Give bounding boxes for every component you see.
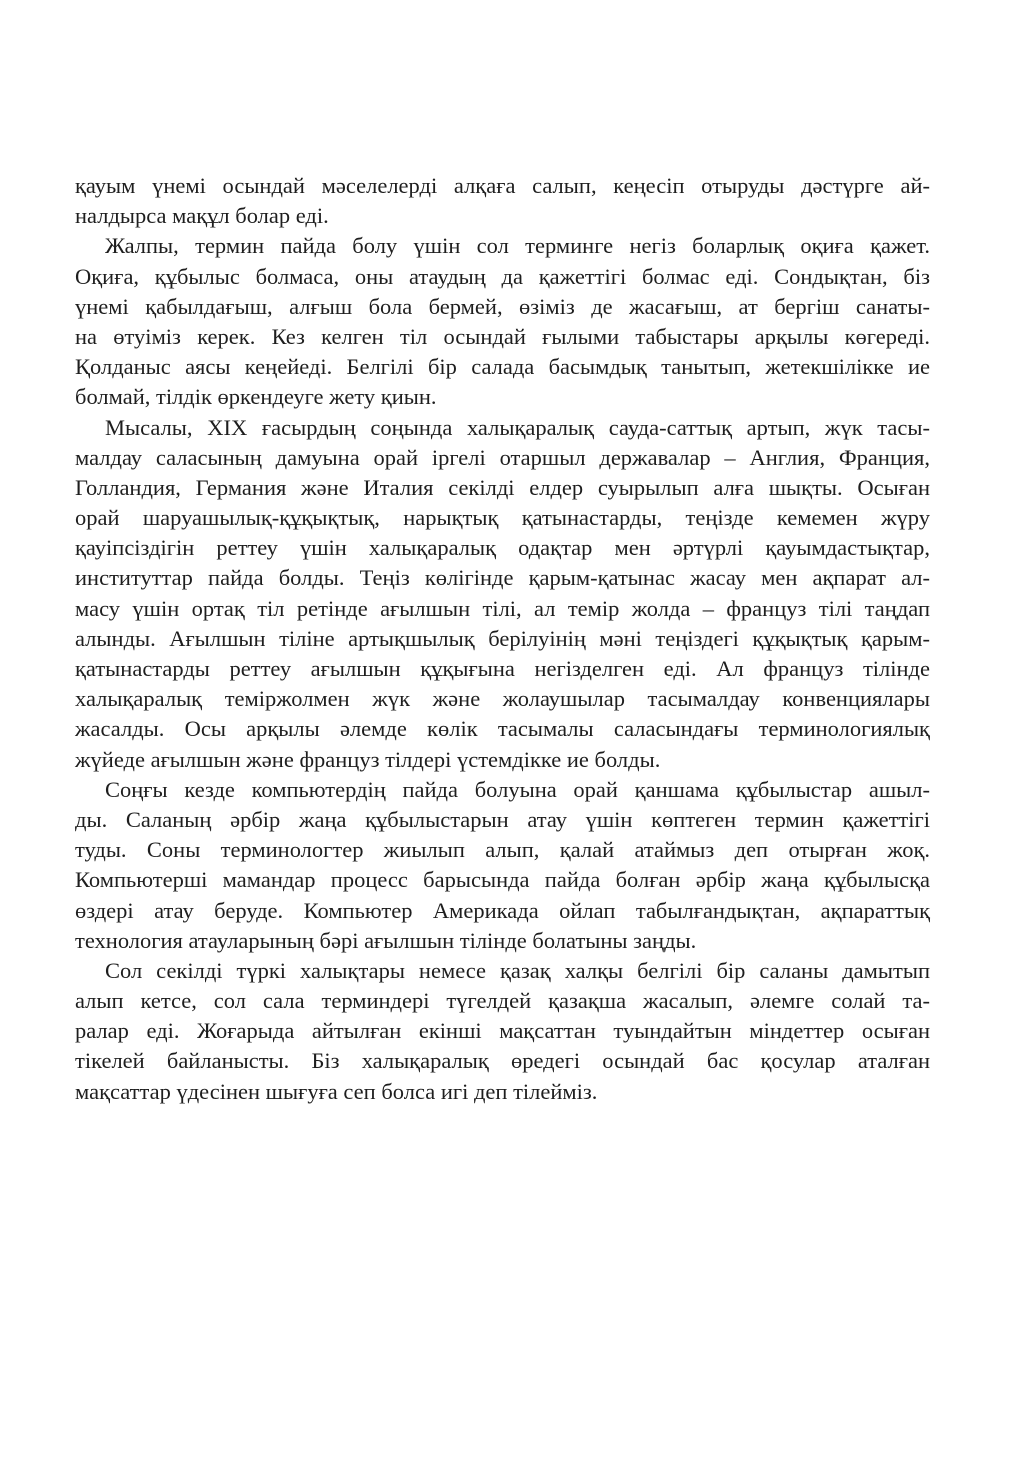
paragraph xyxy=(75,171,930,231)
text-line: туды. Соны терминологтер жиылып алып, қалай атаймыз деп отырған жоқ. xyxy=(75,837,930,863)
text-line: Соңғы кезде компьютердің пайда болуына орай қаншама құбылыстар ашыл- xyxy=(105,776,930,802)
text-line: Оқиға, құбылыс болмаса, оны атаудың да қажеттігі болмас еді. Сондықтан, біз xyxy=(75,263,930,289)
paragraph xyxy=(75,775,930,956)
text-line: халықаралық теміржолмен жүк және жолаушылар тасымалдау конвенциялары xyxy=(75,686,930,712)
text-line: Голландия, Германия және Италия секілді елдер суырылып алға шықты. Осыған xyxy=(75,474,930,500)
text-line: Сол секілді түркі халықтары немесе қазақ халқы белгілі бір саланы дамытып xyxy=(105,957,930,983)
text-line: өздері атау беруде. Компьютер Америкада ойлап табылғандықтан, ақпараттық xyxy=(75,897,930,923)
text-line: технология атауларының бәрі ағылшын тілінде болатыны заңды. xyxy=(75,927,697,953)
text-line: жасалды. Осы арқылы әлемде көлік тасымалы саласындағы терминологиялық xyxy=(75,716,930,742)
text-line: масу үшін ортақ тіл ретінде ағылшын тілі, ал темір жолда – француз тілі таңдап xyxy=(75,595,930,621)
body-text xyxy=(75,171,930,1107)
text-line: үнемі қабылдағыш, алғыш бола бермей, өзіміз де жасағыш, ат бергіш санаты- xyxy=(75,293,930,319)
text-line: қауіпсіздігін реттеу үшін халықаралық одақтар мен әртүрлі қауымдастықтар, xyxy=(75,535,930,561)
text-line: болмай, тілдік өркендеуге жету қиын. xyxy=(75,384,437,410)
text-line: малдау саласының дамуына орай іргелі отаршыл державалар – Англия, Франция, xyxy=(75,444,930,470)
text-line: орай шаруашылық-құқықтық, нарықтық қатынастарды, теңізде кемемен жүру xyxy=(75,505,930,531)
paragraph xyxy=(75,956,930,1107)
paragraph xyxy=(75,231,930,412)
text-line: тікелей байланысты. Біз халықаралық өредегі осындай бас қосулар аталған xyxy=(75,1048,930,1074)
text-line: алынды. Ағылшын тіліне артықшылық берілуінің мәні теңіздегі құқықтық қарым- xyxy=(75,625,930,651)
text-line: ралар еді. Жоғарыда айтылған екінші мақсаттан туындайтын міндеттер осыған xyxy=(75,1018,930,1044)
text-line: жүйеде ағылшын және француз тілдері үстемдікке ие болды. xyxy=(75,746,661,772)
text-line: алып кетсе, сол сала терминдері түгелдей қазақша жасалып, әлемге солай та- xyxy=(75,988,930,1014)
text-line: Қолданыс аясы кеңейеді. Белгілі бір салада басымдық танытып, жетекшілікке ие xyxy=(75,354,930,380)
paragraph xyxy=(75,413,930,775)
text-line: ды. Саланың әрбір жаңа құбылыстарын атау үшін көптеген термин қажеттігі xyxy=(75,806,930,832)
text-line: налдырса мақұл болар еді. xyxy=(75,203,329,229)
text-line: Жалпы, термин пайда болу үшін сол терминге негіз боларлық оқиға қажет. xyxy=(105,233,930,259)
text-line: қауым үнемі осындай мәселелерді алқаға салып, кеңесіп отыруды дәстүрге ай- xyxy=(75,173,930,198)
text-line: қатынастарды реттеу ағылшын құқығына негізделген еді. Ал француз тілінде xyxy=(75,656,930,681)
text-line: на өтуіміз керек. Кез келген тіл осындай ғылыми табыстары арқылы көгереді. xyxy=(75,323,930,349)
text-line: институттар пайда болды. Теңіз көлігінде қарым-қатынас жасау мен ақпарат ал- xyxy=(75,565,930,591)
text-line: Мысалы, XIX ғасырдың соңында халықаралық сауда-саттық артып, жүк тасы- xyxy=(105,414,930,440)
text-line: мақсаттар үдесінен шығуға сеп болса игі деп тілейміз. xyxy=(75,1078,598,1104)
text-line: Компьютерші мамандар процесс барысында пайда болған әрбір жаңа құбылысқа xyxy=(75,867,930,893)
